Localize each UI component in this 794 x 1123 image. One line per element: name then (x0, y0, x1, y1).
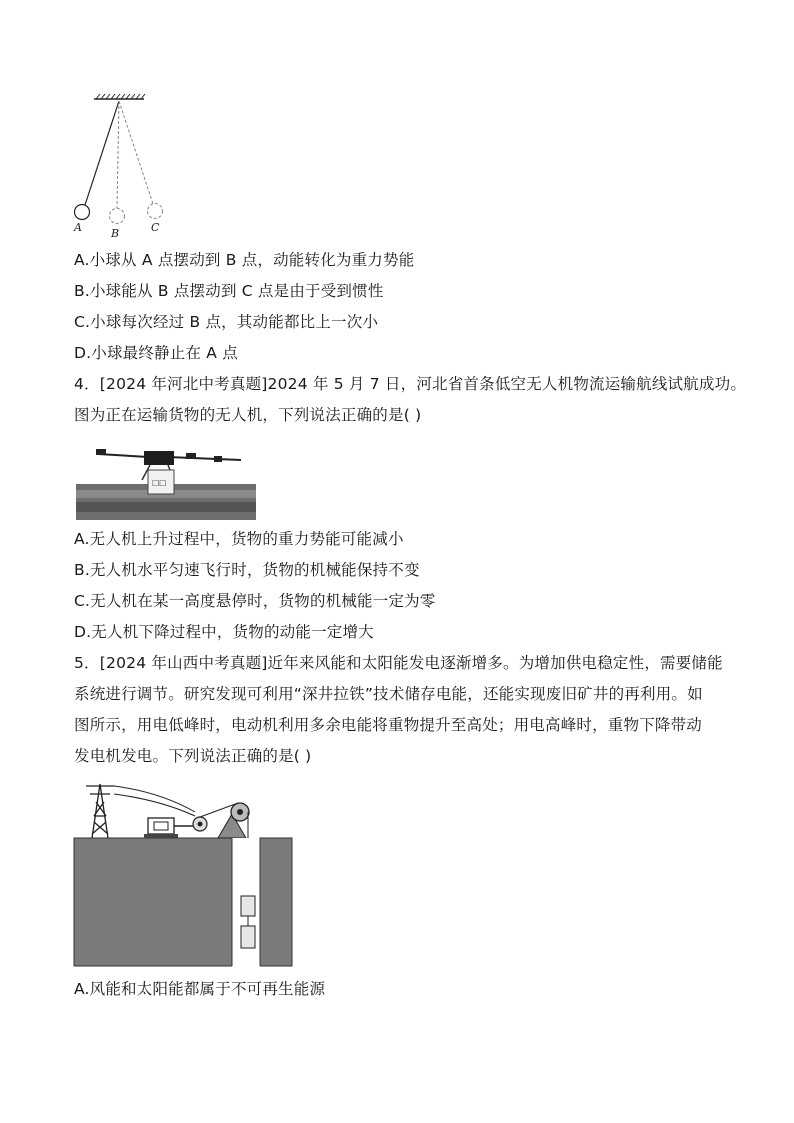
motor-generator-box (148, 818, 174, 834)
photo-ground-band-dark (76, 502, 256, 512)
q3-option-d: D.小球最终静止在 A 点 (74, 344, 238, 362)
power-line-2 (114, 794, 195, 816)
q4-stem-line2: 图为正在运输货物的无人机，下列说法正确的是( ) (74, 406, 422, 424)
string-b (117, 101, 119, 208)
q5-stem-line3: 图所示，用电低峰时，电动机利用多余电能将重物提升至高处；用电高峰时，重物下降带动 (74, 716, 703, 734)
q4-option-a: A.无人机上升过程中，货物的重力势能可能减小 (74, 530, 404, 548)
mine-storage-figure (70, 772, 300, 968)
label-c: C (151, 221, 160, 234)
string-a (85, 101, 119, 205)
weight-lower (241, 926, 255, 948)
ground-block-left (74, 838, 232, 966)
q3-option-c: C.小球每次经过 B 点，其动能都比上一次小 (74, 313, 379, 331)
q3-option-a: A.小球从 A 点摆动到 B 点，动能转化为重力势能 (74, 251, 415, 269)
q5-option-a: A.风能和太阳能都属于不可再生能源 (74, 980, 326, 998)
drone-body (144, 451, 174, 465)
pendulum-figure (70, 92, 170, 242)
label-a: A (74, 221, 82, 234)
string-c (119, 101, 153, 204)
machine-base (144, 834, 178, 838)
q5-stem-line4: 发电机发电。下列说法正确的是( ) (74, 747, 312, 765)
q5-stem-line1: 5．[2024 年山西中考真题]近年来风能和太阳能发电逐渐增多。为增加供电稳定性，需要储能 (74, 654, 723, 672)
drone-motor-2 (186, 453, 196, 459)
q3-option-b: B.小球能从 B 点摆动到 C 点是由于受到惯性 (74, 282, 384, 300)
q5-stem-line2: 系统进行调节。研究发现可利用“深井拉铁”技术储存电能，还能实现废旧矿井的再利用。如 (74, 685, 703, 703)
label-b: B (111, 227, 120, 240)
cargo-marks: ☐☐ (152, 479, 167, 488)
weight-upper (241, 896, 255, 916)
pylon (86, 784, 114, 838)
winch-drum-hub (198, 822, 203, 827)
drone-photo (76, 440, 256, 520)
ball-a (75, 205, 90, 220)
drone-motor-1 (96, 449, 106, 455)
ground-block-right (260, 838, 292, 966)
power-line-1 (114, 786, 195, 812)
pulley-hub (237, 809, 243, 815)
q4-option-d: D.无人机下降过程中，货物的动能一定增大 (74, 623, 374, 641)
q4-option-c: C.无人机在某一高度悬停时，货物的机械能一定为零 (74, 592, 436, 610)
q4-stem-line1: 4．[2024 年河北中考真题]2024 年 5 月 7 日，河北省首条低空无人机物流运输航线试航成功。 (74, 375, 747, 393)
ball-b (110, 209, 125, 224)
drone-motor-3 (214, 456, 222, 462)
q4-option-b: B.无人机水平匀速飞行时，货物的机械能保持不变 (74, 561, 420, 579)
ball-c (148, 204, 163, 219)
